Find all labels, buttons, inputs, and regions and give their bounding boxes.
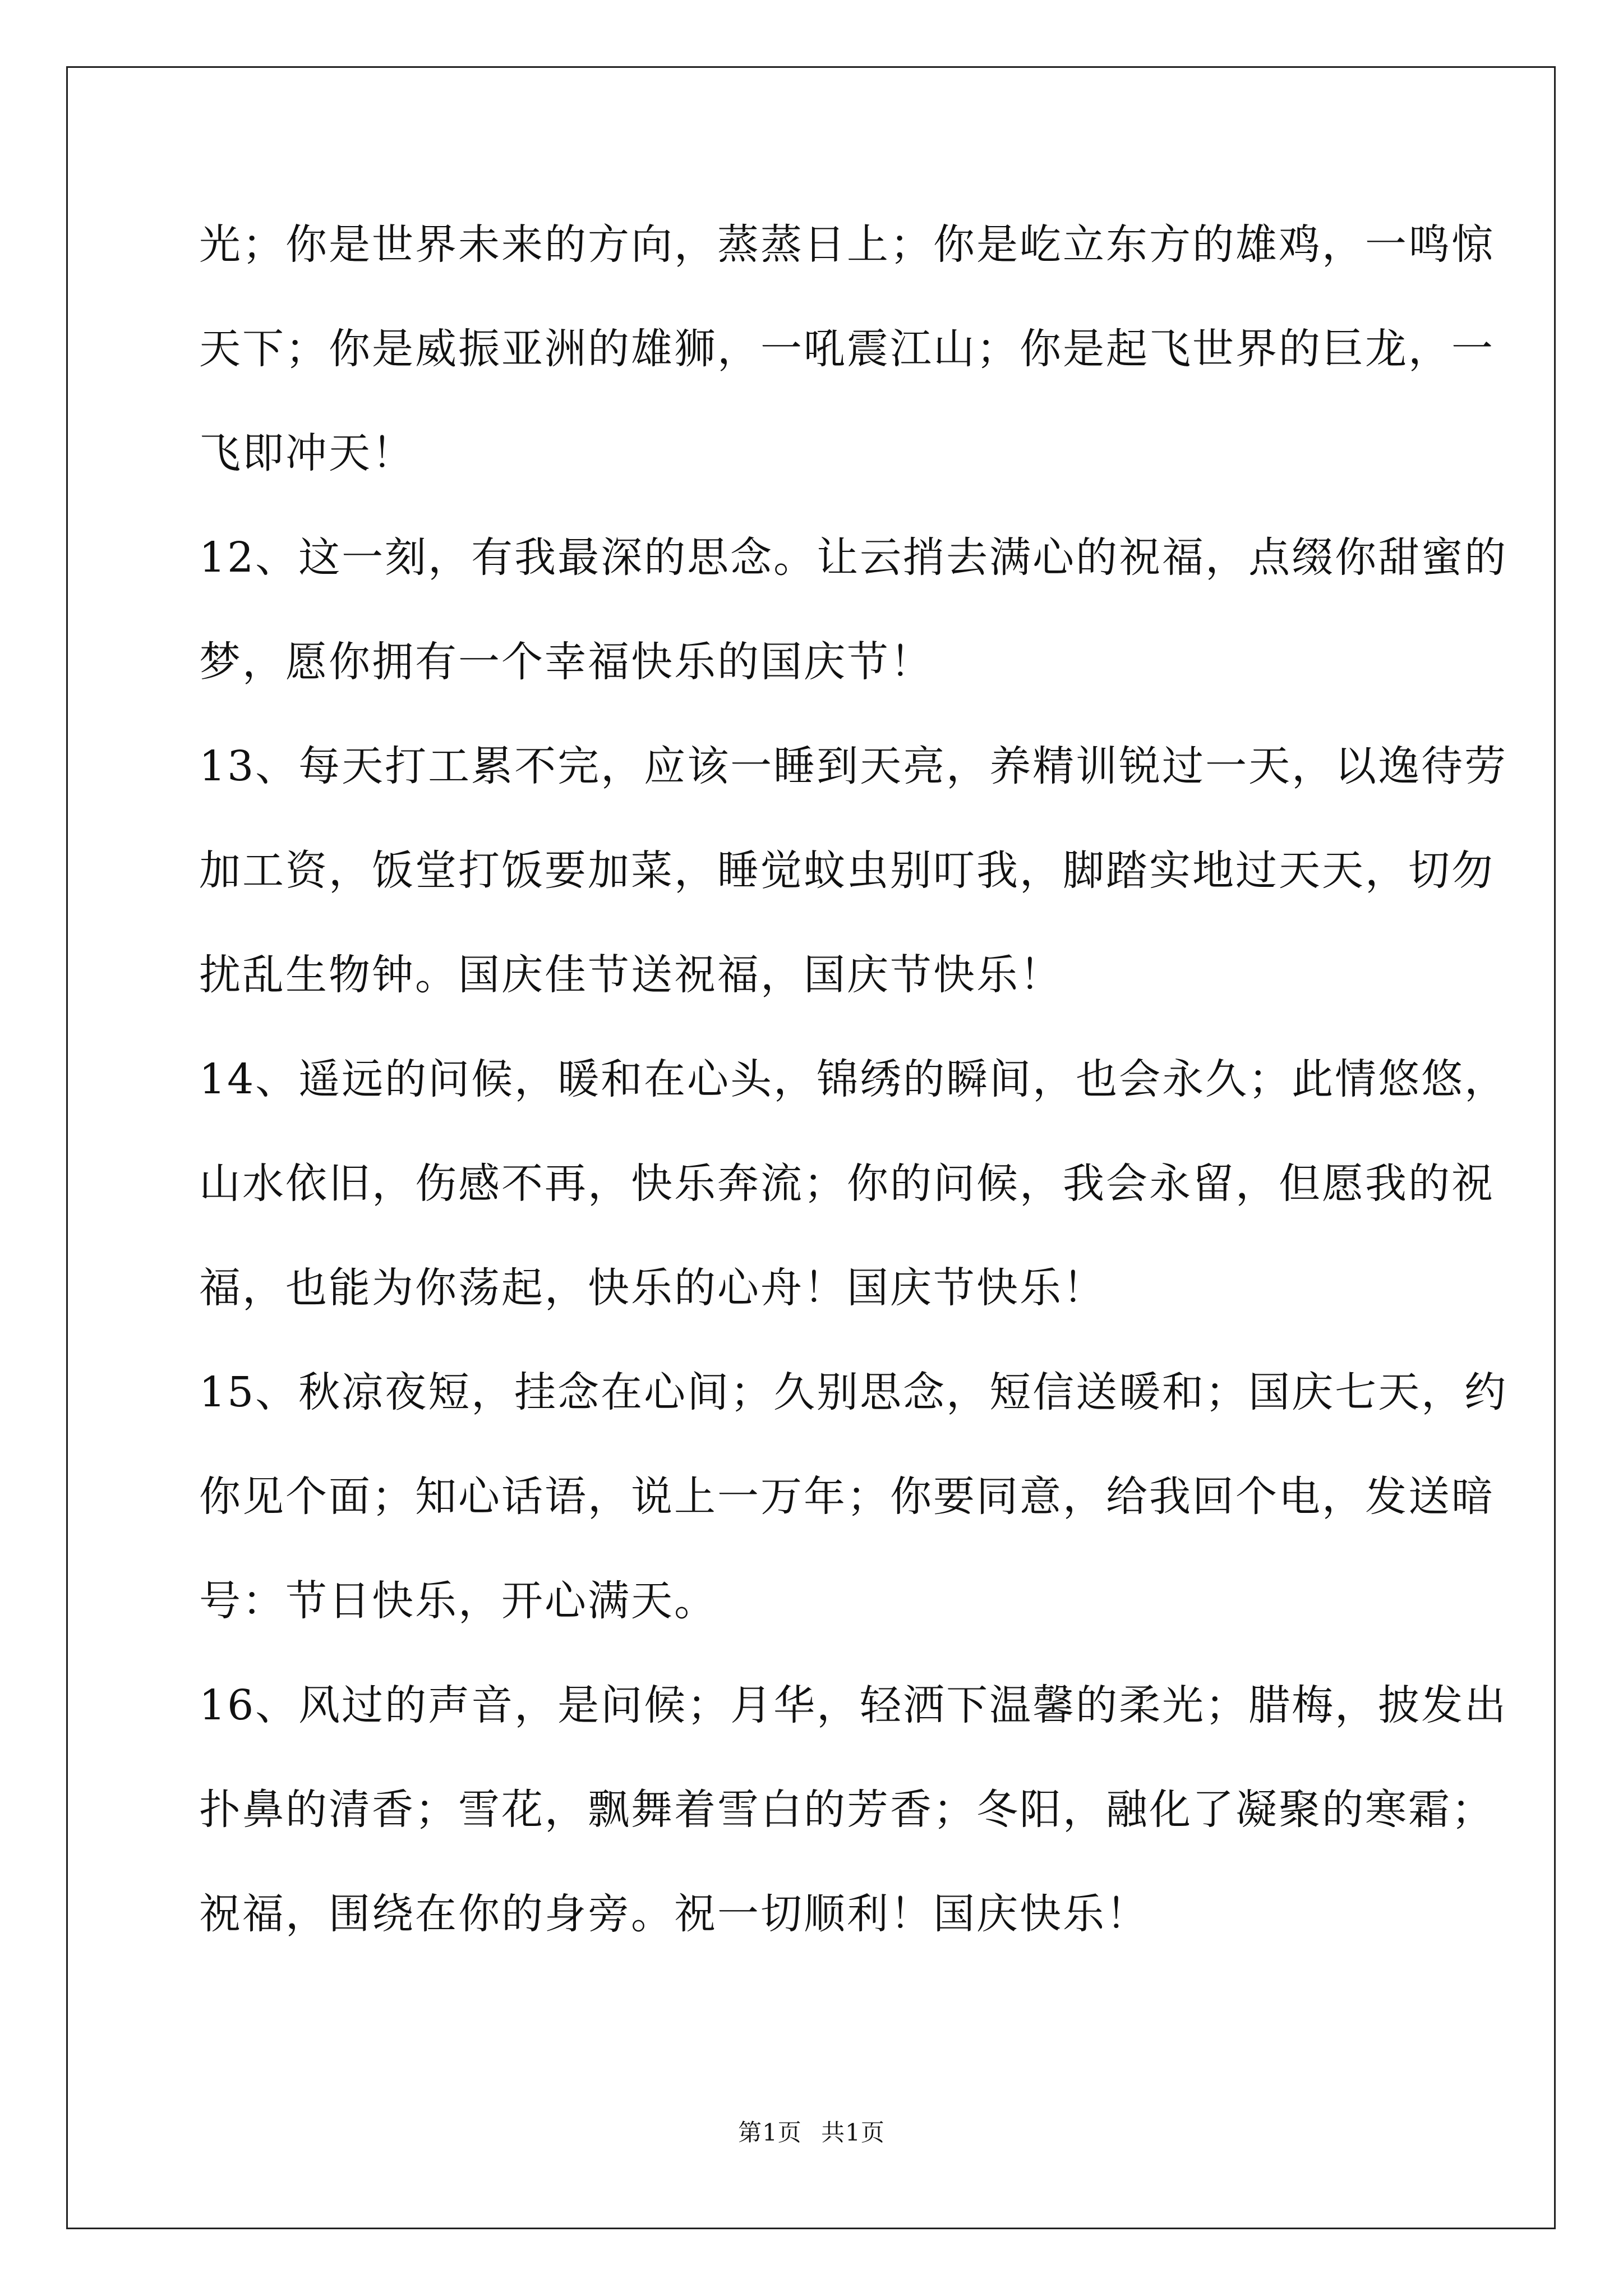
text-line: 12、这一刻，有我最深的思念。让云捎去满心的祝福，点缀你甜蜜的 xyxy=(199,533,1508,582)
text-line: 16、风过的声音，是问候；月华，轻洒下温馨的柔光；腊梅，披发出 xyxy=(199,1681,1508,1729)
text-line: 光；你是世界未来的方向，蒸蒸日上；你是屹立东方的雄鸡，一鸣惊 xyxy=(199,220,1495,269)
text-line: 梦，愿你拥有一个幸福快乐的国庆节！ xyxy=(199,638,933,686)
text-line: 号：节日快乐，开心满天。 xyxy=(199,1577,717,1625)
text-line: 你见个面；知心话语，说上一万年；你要同意，给我回个电，发送暗 xyxy=(199,1473,1495,1521)
text-line: 15、秋凉夜短，挂念在心间；久别思念，短信送暖和；国庆七天，约 xyxy=(199,1368,1508,1416)
page-footer xyxy=(0,2116,1623,2150)
text-line: 13、每天打工累不完，应该一睡到天亮，养精训锐过一天，以逸待劳 xyxy=(199,742,1508,790)
page-total: 共1页 xyxy=(821,2119,885,2146)
text-line: 扑鼻的清香；雪花，飘舞着雪白的芳香；冬阳，融化了凝聚的寒霜； xyxy=(199,1786,1495,1834)
text-line: 扰乱生物钟。国庆佳节送祝福，国庆节快乐！ xyxy=(199,951,1063,999)
document-body xyxy=(199,218,1508,1991)
page-number: 第1页 xyxy=(738,2119,802,2146)
text-line: 山水依旧，伤感不再，快乐奔流；你的问候，我会永留，但愿我的祝 xyxy=(199,1159,1495,1208)
text-line: 飞即冲天！ xyxy=(199,429,415,477)
text-line: 14、遥远的问候，暖和在心头，锦绣的瞬间，也会永久；此情悠悠， xyxy=(199,1055,1508,1103)
text-line: 福，也能为你荡起，快乐的心舟！国庆节快乐！ xyxy=(199,1264,1106,1312)
text-line: 天下；你是威振亚洲的雄狮，一吼震江山；你是起飞世界的巨龙，一 xyxy=(199,325,1495,373)
text-line: 加工资，饭堂打饭要加菜，睡觉蚊虫别叮我，脚踏实地过天天，切勿 xyxy=(199,846,1495,895)
text-line: 祝福，围绕在你的身旁。祝一切顺利！国庆快乐！ xyxy=(199,1890,1149,1938)
